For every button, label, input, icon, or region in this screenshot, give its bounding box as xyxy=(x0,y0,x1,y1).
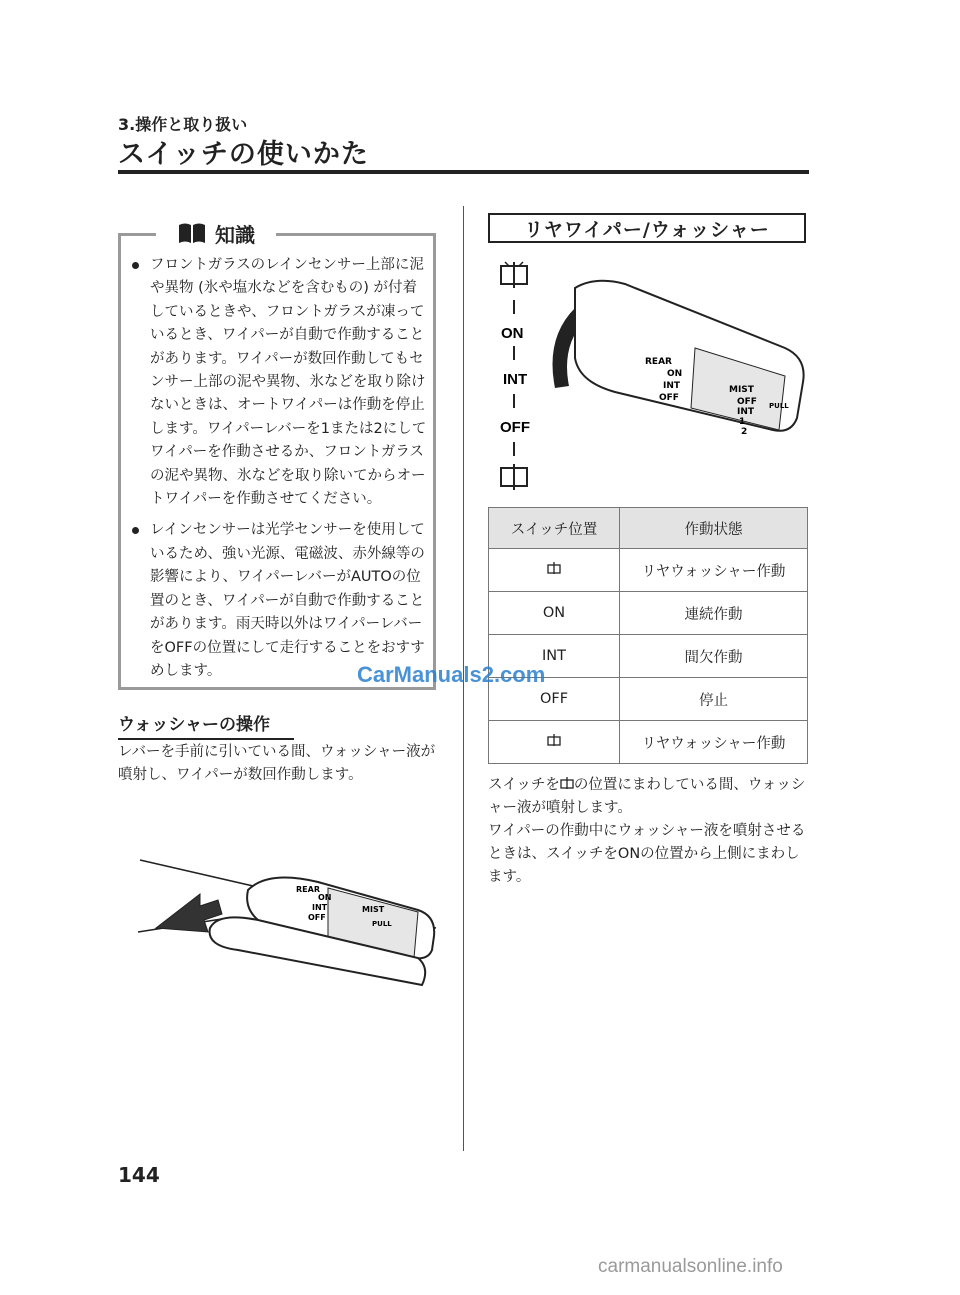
knowledge-bullets xyxy=(128,254,428,691)
table-row xyxy=(489,721,808,764)
knowledge-heading xyxy=(156,218,276,248)
lever-mist-label: MIST xyxy=(729,385,754,395)
body-text: ワイパーの作動中にウォッシャー液を噴射させるときは、スイッチをONの位置から上側にまわします。 xyxy=(488,823,806,885)
table-cell: リヤウォッシャー作動 xyxy=(620,549,808,592)
table-cell xyxy=(489,549,620,592)
lever-off-label: OFF xyxy=(737,397,757,407)
table-cell: リヤウォッシャー作動 xyxy=(620,721,808,764)
lever-2-label: 2 xyxy=(741,427,748,437)
knowledge-label: 知識 xyxy=(215,222,255,247)
table-cell: 連続作動 xyxy=(620,592,808,635)
lever-pull-label: PULL xyxy=(372,920,392,928)
switch-position-table xyxy=(488,507,808,764)
lever-int-label: INT xyxy=(663,381,681,391)
footer-watermark: carmanualsonline.info xyxy=(598,1256,783,1277)
lever-on-label: ON xyxy=(667,369,683,379)
table-cell: OFF xyxy=(489,678,620,721)
table-cell: ON xyxy=(489,592,620,635)
lever-1-label: 1 xyxy=(739,417,746,427)
lever-mist-label: MIST xyxy=(362,905,385,914)
lever-int-label: INT xyxy=(737,407,755,417)
rear-washer-icon xyxy=(560,776,574,790)
body-text: の位置にまわしている間、ウォッシャー液が噴射します。 xyxy=(488,777,806,816)
table-cell: INT xyxy=(489,635,620,678)
watermark: CarManuals2.com xyxy=(357,662,546,687)
table-cell xyxy=(489,721,620,764)
page-title: スイッチの使いかた xyxy=(118,139,369,170)
washer-body: レバーを手前に引いている間、ウォッシャー液が噴射し、ワイパーが数回作動します。 xyxy=(118,744,436,783)
body-text: スイッチを xyxy=(488,777,560,793)
washer-heading: ウォッシャーの操作 xyxy=(118,710,294,740)
chapter-label: 3.操作と取り扱い xyxy=(118,115,248,134)
table-cell: 停止 xyxy=(620,678,808,721)
rear-washer-body xyxy=(488,774,810,889)
table-cell: 間欠作動 xyxy=(620,635,808,678)
rear-washer-icon xyxy=(501,464,527,490)
table-header-row xyxy=(489,508,808,549)
rear-washer-icon xyxy=(547,733,561,747)
lever-pull-label: PULL xyxy=(769,402,789,410)
lever-rear-label: REAR xyxy=(645,357,672,367)
rear-washer-icon xyxy=(501,262,527,288)
table-row xyxy=(489,592,808,635)
lever-off-label: OFF xyxy=(659,393,679,403)
lever-off-label: OFF xyxy=(308,913,326,922)
page-number: 144 xyxy=(118,1163,160,1187)
rear-wiper-diagram xyxy=(495,258,807,498)
table-row xyxy=(489,549,808,592)
position-int-label: INT xyxy=(503,371,528,388)
table-header: 作動状態 xyxy=(620,508,808,549)
rear-wiper-heading: リヤワイパー/ウォッシャー xyxy=(488,213,806,243)
washer-lever-illustration xyxy=(118,850,448,1000)
position-off-label: OFF xyxy=(500,419,530,436)
lever-on-label: ON xyxy=(318,893,332,902)
book-icon xyxy=(177,221,207,245)
table-header: スイッチ位置 xyxy=(489,508,620,549)
lever-rear-label: REAR xyxy=(296,885,320,894)
knowledge-bullet: フロントガラスのレインセンサー上部に泥や異物 (氷や塩水などを含むもの) が付着しているときや、フロントガラスが凍っているとき、ワイパーが自動で作動することがあります。ワイパーが数回作動してもセンサー上部の泥や異物、氷などを取り除けないときは、オートワイパーは作動を停止します。ワイパーレバーを1または2にしてワイパーを作動させるか、フロントガラスの泥や異物、氷などを取り除いてからオートワイパーを作動させてください。 xyxy=(128,254,428,511)
title-rule xyxy=(118,170,809,174)
lever-int-label: INT xyxy=(312,903,328,912)
position-on-label: ON xyxy=(501,325,524,342)
knowledge-bullet: レインセンサーは光学センサーを使用しているため、強い光源、電磁波、赤外線等の影響により、ワイパーレバーがAUTOの位置のとき、ワイパーが自動で作動することがあります。雨天時以外はワイパーレバーをOFFの位置にして走行することをおすすめします。 xyxy=(128,519,428,683)
rear-washer-icon xyxy=(547,561,561,575)
